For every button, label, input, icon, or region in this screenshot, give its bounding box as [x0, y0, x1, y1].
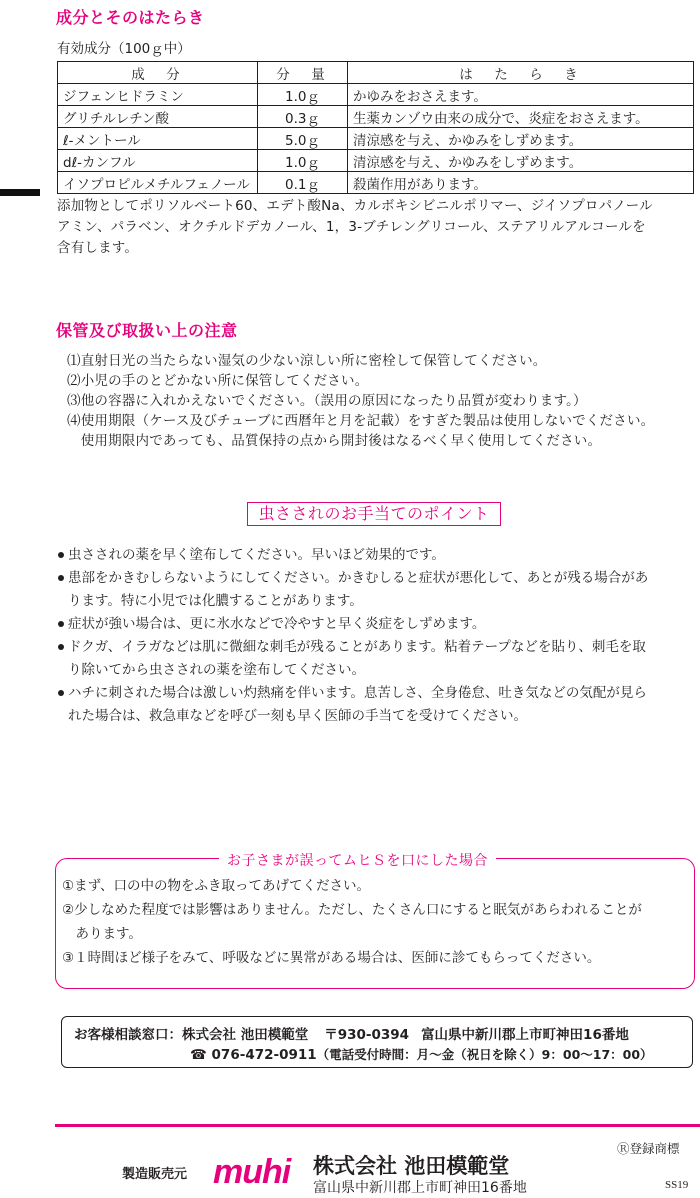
- contact-postal: 〒930-0394: [324, 1027, 410, 1043]
- header-amount: 分 量: [258, 62, 348, 84]
- ingredient-name: dℓ-カンフル: [58, 150, 258, 172]
- list-item: [57, 636, 697, 682]
- list-item-line: れた場合は、救急車などを呼び一刻も早く医師の手当てを受けてください。: [68, 708, 527, 724]
- list-item: ①まず、口の中の物をふき取ってあげてください。: [62, 878, 371, 894]
- fold-mark: [0, 189, 40, 196]
- list-item: あります。: [62, 926, 142, 942]
- bite-care-title: 虫さされのお手当てのポイント: [247, 502, 501, 526]
- ingredient-amount: 0.3ｇ: [258, 106, 348, 128]
- header-function: は た ら き: [348, 62, 694, 84]
- list-item-line: り除いてから虫さされの薬を塗布してください。: [68, 662, 365, 678]
- contact-label: お客様相談窓口：: [74, 1027, 182, 1043]
- list-item-line: ハチに刺された場合は激しい灼熱痛を伴います。息苦しさ、全身倦怠、吐き気などの気配が見ら: [68, 685, 647, 701]
- list-item: 使用期限内であっても、品質保持の点から開封後はなるべく早く使用してください。: [67, 433, 602, 449]
- additives-line: 含有します。: [57, 240, 139, 256]
- contact-address: 富山県中新川郡上市町神田16番地: [421, 1027, 629, 1043]
- list-item: [57, 613, 697, 636]
- list-item-line: 症状が強い場合は、更に氷水などで冷やすと早く炎症をしずめます。: [68, 616, 486, 632]
- list-item: [57, 544, 697, 567]
- ingredient-function: 生薬カンゾウ由来の成分で、炎症をおさえます。: [348, 106, 694, 128]
- ingredients-subtitle: 有効成分（100ｇ中）: [57, 41, 191, 57]
- list-item: ⑶他の容器に入れかえないでください。（誤用の原因になったり品質が変わります。）: [67, 393, 587, 409]
- footer-company-address: 富山県中新川郡上市町神田16番地: [313, 1180, 527, 1196]
- ingredients-table: [57, 61, 694, 194]
- ingredient-amount: 1.0ｇ: [258, 84, 348, 106]
- ingredient-function: かゆみをおさえます。: [348, 84, 694, 106]
- table-row: [58, 84, 694, 106]
- ingredient-amount: 5.0ｇ: [258, 128, 348, 150]
- ingredients-section-title: 成分とそのはたらき: [56, 8, 205, 27]
- phone-icon: ☎: [190, 1047, 207, 1063]
- document-code: SS19: [665, 1179, 689, 1191]
- table-row: [58, 150, 694, 172]
- ingredient-function: 殺菌作用があります。: [348, 172, 694, 194]
- storage-section-title: 保管及び取扱い上の注意: [56, 321, 238, 340]
- footer-company-name: 株式会社 池田模範堂: [313, 1154, 510, 1178]
- muhi-logo-text: muhi: [213, 1155, 291, 1187]
- muhi-logo: [212, 1155, 308, 1187]
- list-item-line: ります。特に小児では化膿することがあります。: [68, 593, 363, 609]
- ingredient-name: イソプロピルメチルフェノール: [58, 172, 258, 194]
- maker-label: 製造販売元: [122, 1167, 188, 1182]
- list-item-line: 患部をかきむしらないようにしてください。かきむしると症状が悪化して、あとが残る場合があ: [68, 570, 649, 586]
- table-row: [58, 128, 694, 150]
- ingredient-name: ジフェンヒドラミン: [58, 84, 258, 106]
- bite-care-list: [57, 544, 697, 728]
- contact-hours: （電話受付時間：月～金（祝日を除く）9：00～17：00）: [316, 1047, 653, 1062]
- footer-divider: [55, 1124, 700, 1127]
- additives-line: 添加物としてポリソルベート60、エデト酸Na、カルボキシビニルポリマー、ジイソプロパノール: [57, 198, 653, 214]
- table-row: [58, 106, 694, 128]
- list-item: ⑵小児の手のとどかない所に保管してください。: [67, 373, 369, 389]
- contact-box: [61, 1016, 693, 1068]
- contact-line-2: [190, 1045, 653, 1063]
- table-row: [58, 172, 694, 194]
- additives-paragraph: [57, 196, 697, 259]
- storage-list: [67, 351, 697, 451]
- list-item-line: 虫さされの薬を早く塗布してください。早いほど効果的です。: [68, 547, 445, 563]
- ingredient-name: グリチルレチン酸: [58, 106, 258, 128]
- list-item: ⑷使用期限（ケース及びチューブに西暦年と月を記載）をすぎた製品は使用しないでください。: [67, 413, 655, 429]
- child-ingestion-title: お子さまが誤ってムヒＳを口にした場合: [219, 850, 496, 870]
- list-item: ⑴直射日光の当たらない湿気の少ない涼しい所に密栓して保管してください。: [67, 353, 547, 369]
- list-item: [57, 567, 697, 613]
- contact-line-1: [74, 1023, 629, 1043]
- ingredient-amount: 1.0ｇ: [258, 150, 348, 172]
- registered-trademark-note: Ⓡ登録商標: [617, 1141, 680, 1156]
- additives-line: アミン、パラベン、オクチルドデカノール、1，3-ブチレングリコール、ステアリルアルコールを: [57, 219, 646, 235]
- ingredient-name: ℓ-メントール: [58, 128, 258, 150]
- list-item-line: ドクガ、イラガなどは肌に微細な刺毛が残ることがあります。粘着テープなどを貼り、刺毛を取: [68, 639, 646, 655]
- contact-phone[interactable]: 076-472-0911: [211, 1047, 317, 1063]
- list-item: ③１時間ほど様子をみて、呼吸などに異常がある場合は、医師に診てもらってください。: [62, 950, 601, 966]
- ingredient-function: 清涼感を与え、かゆみをしずめます。: [348, 150, 694, 172]
- child-ingestion-list: [62, 874, 692, 970]
- contact-company: 株式会社 池田模範堂: [182, 1027, 309, 1043]
- ingredient-function: 清涼感を与え、かゆみをしずめます。: [348, 128, 694, 150]
- ingredients-header-row: [58, 62, 694, 84]
- list-item: [57, 682, 697, 728]
- ingredient-amount: 0.1ｇ: [258, 172, 348, 194]
- header-component: 成 分: [58, 62, 258, 84]
- list-item: ②少しなめた程度では影響はありません。ただし、たくさん口にすると眠気があらわれることが: [62, 902, 642, 918]
